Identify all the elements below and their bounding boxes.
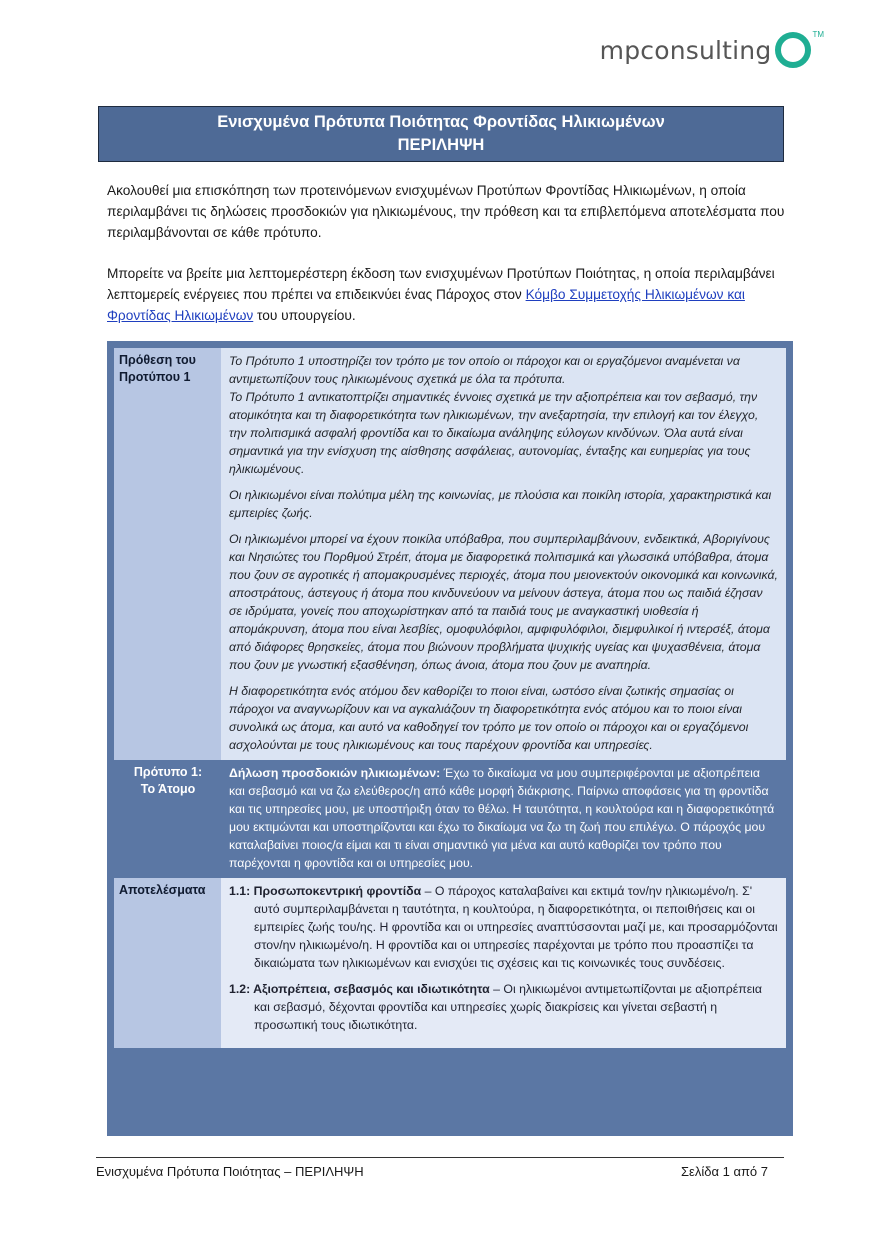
expectation-statement [221,760,786,878]
engagement-hub-link[interactable]: Κόμβο Συμμετοχής Ηλικιωμένων και Φροντίδας Ηλικιωμένων [107,287,745,323]
intro-text-before-link: Μπορείτε να βρείτε μια λεπτομερέστερη έκδοση των ενισχυμένων Προτύπων Ποιότητας, η οποία περιλαμβάνει λεπτομερείς ενέργειες που πρέπει να επιδεικνύει ένας Πάροχος στον [107,266,775,302]
standard-label [114,760,221,878]
standard-number: Πρότυπο 1: [133,765,203,779]
intro-paragraph-2 [107,263,787,326]
logo-text: mpconsulting [599,35,772,65]
outcome-text: – Ο πάροχος καταλαβαίνει και εκτιμά τον/ην ηλικιωμένο/η. Σ' αυτό συμπεριλαμβάνεται η ταυτότητα, η κουλτούρα, η διαφορετικότητα, οι πεποιθήσεις και οι εμπειρίες ζωής του/ης. Η φροντίδα και οι υπηρεσίες αναπτύσσονται μαζί με, και προσαρμόζονται στον/ην ηλικιωμένο/η. Η φροντίδα και οι υπηρεσίες παρέχονται με τρόπο που προασπίζει τα δικαιώματα των ηλικιωμένων και ενισχύει τις σχέσεις και τις κοινωνικές τους συνδέσεις. [254,884,778,970]
logo-trademark: TM [812,30,824,39]
intent-paragraph: Οι ηλικιωμένοι είναι πολύτιμα μέλη της κοινωνίας, με πλούσια και ποικίλη ιστορία, χαρακτηριστικά και εμπειρίες ζωής. [229,488,772,520]
intro-paragraph-1: Ακολουθεί μια επισκόπηση των προτεινόμενων ενισχυμένων Προτύπων Φροντίδας Ηλικιωμένων, η οποία περιλαμβάνει τις δηλώσεις προσδοκιών για ηλικιωμένους, την πρόθεση και τα επιβλεπόμενα αποτελέσματα που περιλαμβάνονται σε κάθε πρότυπο. [107,183,785,240]
standard-summary-table [107,341,793,1136]
intent-label: Πρόθεση του Προτύπου 1 [114,348,221,760]
company-logo [600,32,824,68]
standard-row [114,760,786,878]
intro-text-after-link: του υπουργείου. [253,308,356,323]
outcome-item [229,882,778,972]
page-number: Σελίδα 1 από 7 [681,1164,768,1179]
outcomes-content [221,878,786,1048]
intent-content [221,348,786,760]
outcome-heading: 1.1: Προσωποκεντρική φροντίδα [229,884,422,898]
outcomes-row [114,878,786,1048]
logo-ring-icon [775,32,811,68]
page-footer [96,1157,784,1179]
page-title: Ενισχυμένα Πρότυπα Ποιότητας Φροντίδας Ηλικιωμένων [217,113,665,131]
title-banner [98,106,784,162]
expectation-text: Έχω το δικαίωμα να μου συμπεριφέρονται με αξιοπρέπεια και σεβασμό και να ζω ελεύθερος/η από κάθε μορφή διάκρισης. Παίρνω αποφάσεις για τη φροντίδα και τις υπηρεσίες μου, με υποστήριξη όταν το θέλω. Η ταυτότητα, η κουλτούρα και η διαφορετικότητά μου εκτιμώνται και υποστηρίζονται και έχω το δικαίωμα να ζω τη ζωή που επιλέγω. Ο πάροχός μου καταλαβαίνει ποιος/α είμαι και τι είναι σημαντικό για μένα και αυτό καθορίζει τον τρόπο που παρέχονται η φροντίδα και οι υπηρεσίες μου. [229,766,775,870]
intent-paragraph: Το Πρότυπο 1 υποστηρίζει τον τρόπο με τον οποίο οι πάροχοι και οι εργαζόμενοι αναμένεται να αντιμετωπίζουν τους ηλικιωμένους σχετικά με όλα τα πρότυπα. [229,354,740,386]
page-subtitle: ΠΕΡΙΛΗΨΗ [397,136,485,154]
footer-title: Ενισχυμένα Πρότυπα Ποιότητας – ΠΕΡΙΛΗΨΗ [96,1164,364,1179]
outcomes-label: Αποτελέσματα [114,878,221,1048]
intent-paragraph: Η διαφορετικότητα ενός ατόμου δεν καθορίζει το ποιοι είναι, ωστόσο είναι ζωτικής σημασίας οι πάροχοι να αναγνωρίζουν και να αγκαλιάζουν τη διαφορετικότητα ενός ατόμου και το ποιοι είναι συνολικά ως άτομα, και αυτό να καθοδηγεί τον τρόπο με τον οποίο οι πάροχοι και οι εργαζόμενοι ασχολούνται με τους ηλικιωμένους και τους παρέχουν φροντίδα και υπηρεσίες. [229,684,749,752]
intent-paragraph: Το Πρότυπο 1 αντικατοπτρίζει σημαντικές έννοιες σχετικά με την αξιοπρέπεια και τον σεβασμό, την ατομικότητα και τη διαφορετικότητα των ηλικιωμένων, την ανεξαρτησία, την επιλογή και τον έλεγχο, την πολιτισμικά ασφαλή φροντίδα και το δικαίωμα ανάληψης εύλογων κινδύνων. Όλα αυτά είναι σημαντικά για την ενίσχυση της αίσθησης ασφάλειας, αυτονομίας, ένταξης και ευημερίας για τους ηλικιωμένους. [229,390,759,476]
outcome-heading: 1.2: Αξιοπρέπεια, σεβασμός και ιδιωτικότητα [229,982,490,996]
expectation-heading: Δήλωση προσδοκιών ηλικιωμένων: [229,766,441,780]
intent-paragraph: Οι ηλικιωμένοι μπορεί να έχουν ποικίλα υπόβαθρα, που συμπεριλαμβάνουν, ενδεικτικά, Αβοριγίνους και Νησιώτες του Πορθμού Στρέιτ, άτομα με διαφορετικά πολιτισμικά και γλωσσικά υπόβαθρα, άτομα που ζουν σε αγροτικές ή απομακρυσμένες περιοχές, άτομα που μειονεκτούν οικονομικά και κοινωνικά, αποστράτους, άστεγους ή άτομα που κινδυνεύουν να μείνουν άστεγα, άτομα που ως παιδιά έζησαν σε ιδρύματα, γονείς που αποχωρίστηκαν από τα παιδιά τους με αναγκαστική υιοθεσία ή απομάκρυνση, άτομα που είναι λεσβίες, ομοφυλόφιλοι, αμφιφυλόφιλοι, διεμφυλικοί ή ιντερσέξ, άτομα από διάφορες θρησκείες, άτομα που βιώνουν προβλήματα ψυχικής υγείας και ψυχασθένεια, άτομα που ζουν με γνωστική εξασθένηση, όπως άνοια, άτομα που ζουν με αναπηρία. [229,532,778,672]
outcome-item [229,980,778,1034]
outcome-text: – Οι ηλικιωμένοι αντιμετωπίζονται με αξιοπρέπεια και σεβασμό, δέχονται φροντίδα και υπηρεσίες χωρίς διακρίσεις και γίνεται σεβαστή η προσωπική τους ιδιωτικότητα. [254,982,763,1032]
intent-row [114,348,786,760]
standard-name: Το Άτομο [140,782,196,796]
